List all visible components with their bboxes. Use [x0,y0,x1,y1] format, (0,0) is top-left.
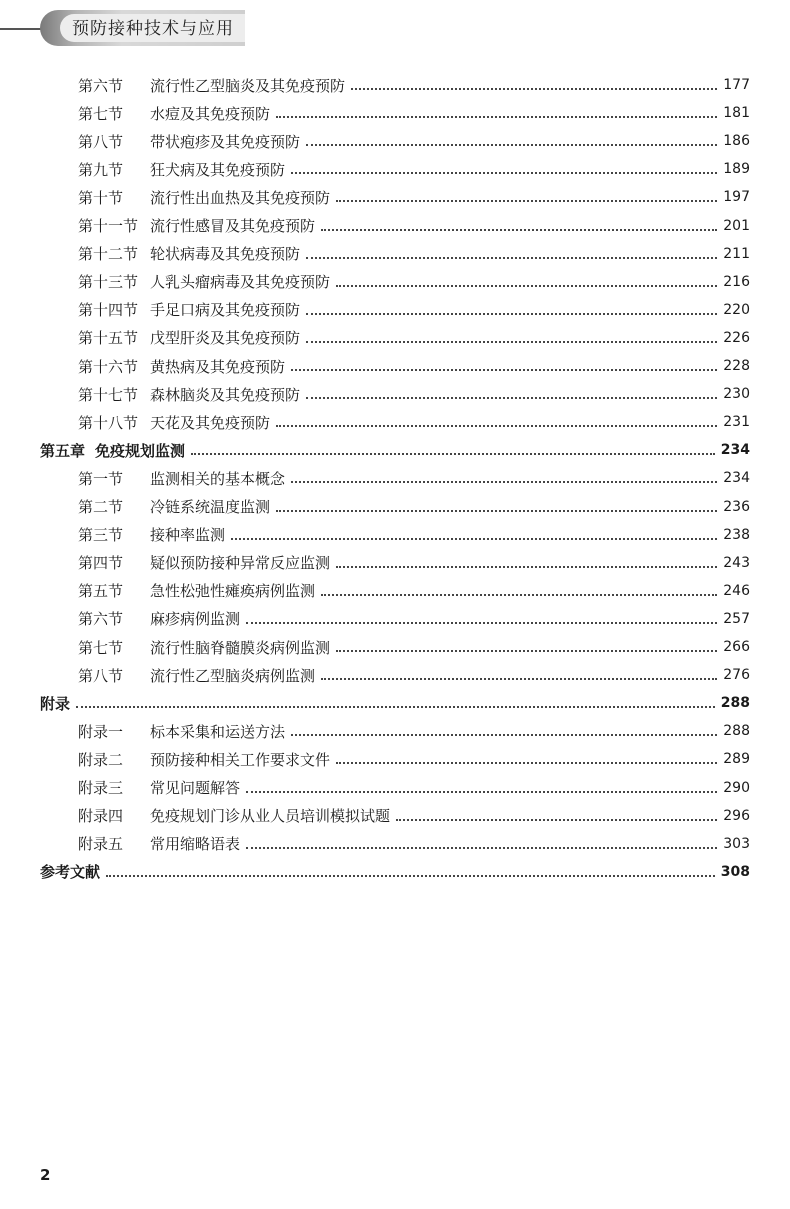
entry-page-number: 216 [723,273,750,290]
entry-title: 接种率监测 [150,526,226,545]
page-number: 2 [40,1166,51,1184]
entry-title: 人乳头瘤病毒及其免疫预防 [150,273,331,292]
entry-title: 流行性脑脊髓膜炎病例监测 [150,638,331,657]
entry-title: 带状疱疹及其免疫预防 [150,132,301,151]
dot-leader [306,341,717,343]
dot-leader [336,650,717,652]
toc-section-entry [78,155,750,183]
entry-title: 戊型肝炎及其免疫预防 [150,329,301,348]
entry-number: 第十四节 [78,301,139,320]
dot-leader [336,762,717,764]
dot-leader [106,875,715,877]
entry-number: 附录一 [78,722,124,741]
dot-leader [306,257,717,259]
dot-leader [246,847,717,849]
entry-page-number: 290 [723,779,750,796]
toc-section-entry [78,493,750,521]
entry-number: 附录二 [78,750,124,769]
entry-page-number: 186 [723,133,750,150]
entry-title: 标本采集和运送方法 [150,722,286,741]
entry-number: 第十六节 [78,357,139,376]
entry-page-number: 289 [723,751,750,768]
entry-number: 第十三节 [78,273,139,292]
entry-number: 第十一节 [78,217,139,235]
entry-page-number: 276 [723,667,750,684]
dot-leader [321,678,717,680]
entry-page-number: 266 [723,639,750,655]
entry-title: 常见问题解答 [150,779,241,797]
entry-title: 手足口病及其免疫预防 [150,301,301,320]
toc-section-entry [78,464,750,492]
entry-number: 第五节 [78,582,124,601]
entry-number: 附录四 [78,807,124,826]
toc-section-entry [78,408,750,436]
entry-number: 附录五 [78,835,124,854]
entry-page-number: 230 [723,386,750,403]
toc-section-entry [78,745,750,773]
entry-title: 预防接种相关工作要求文件 [150,750,331,769]
entry-number: 第一节 [78,469,124,488]
entry-title: 麻疹病例监测 [150,610,241,629]
entry-page-number: 211 [723,245,750,262]
toc-section-entry [78,380,750,408]
entry-number: 附录三 [78,779,124,797]
entry-title: 森林脑炎及其免疫预防 [150,385,301,404]
entry-page-number: 177 [723,77,750,93]
entry-number: 第五章 [40,441,86,460]
dot-leader [291,172,717,174]
toc-chapter-entry [40,689,750,717]
entry-page-number: 303 [723,835,750,852]
toc-section-entry [78,212,750,240]
dot-leader [291,734,717,736]
entry-page-number: 220 [723,301,750,318]
toc-section-entry [78,324,750,352]
entry-title: 流行性乙型脑炎及其免疫预防 [150,76,346,95]
dot-leader [306,313,717,315]
dot-leader [351,88,717,90]
entry-number: 第八节 [78,666,124,685]
dot-leader [76,706,715,708]
dot-leader [231,538,717,540]
toc-section-entry [78,661,750,689]
entry-page-number: 288 [720,695,750,712]
toc-section-entry [78,717,750,745]
toc-section-entry [78,352,750,380]
entry-title: 水痘及其免疫预防 [150,104,271,123]
entry-page-number: 231 [723,414,750,431]
entry-title: 黄热病及其免疫预防 [150,357,286,376]
toc-section-entry [78,633,750,661]
entry-number: 第十节 [78,188,124,207]
toc-section-entry [78,268,750,296]
entry-title: 常用缩略语表 [150,835,241,854]
entry-number: 第十二节 [78,245,139,264]
entry-page-number: 243 [723,554,750,571]
entry-title: 疑似预防接种异常反应监测 [150,554,331,573]
entry-number: 第九节 [78,160,124,179]
entry-title: 流行性乙型脑炎病例监测 [150,666,316,685]
entry-number: 第八节 [78,132,124,151]
entry-title: 轮状病毒及其免疫预防 [150,245,301,264]
dot-leader [291,481,717,483]
dot-leader [191,453,715,455]
entry-title: 狂犬病及其免疫预防 [150,160,286,179]
entry-number: 第三节 [78,526,124,545]
entry-number: 第十五节 [78,329,139,348]
entry-page-number: 234 [723,470,750,487]
dot-leader [291,369,717,371]
dot-leader [306,144,717,146]
dot-leader [246,622,717,624]
entry-page-number: 181 [723,105,750,122]
entry-number: 第六节 [78,610,124,629]
dot-leader [336,200,717,202]
toc-section-entry [78,802,750,830]
entry-number: 第十七节 [78,385,139,404]
entry-page-number: 288 [723,723,750,740]
toc-section-entry [78,830,750,858]
dot-leader [321,229,717,231]
dot-leader [336,566,717,568]
toc-chapter-entry [40,436,750,464]
entry-title: 冷链系统温度监测 [150,498,271,516]
toc-section-entry [78,577,750,605]
dot-leader [336,285,717,287]
entry-number: 第二节 [78,498,124,516]
entry-title: 附录 [40,694,71,713]
entry-title: 流行性感冒及其免疫预防 [150,217,316,235]
entry-page-number: 226 [723,329,750,346]
toc-section-entry [78,549,750,577]
entry-page-number: 236 [723,498,750,515]
entry-page-number: 308 [720,863,750,880]
entry-title: 监测相关的基本概念 [150,469,286,488]
dot-leader [276,425,717,427]
toc-section-entry [78,521,750,549]
entry-title: 天花及其免疫预防 [150,413,271,432]
entry-page-number: 234 [720,442,750,459]
dot-leader [396,819,717,821]
entry-page-number: 238 [723,526,750,543]
dot-leader [246,791,717,793]
toc-section-entry [78,71,750,99]
toc-chapter-entry [40,858,750,886]
dot-leader [276,116,717,118]
toc-section-entry [78,183,750,211]
entry-page-number: 197 [723,189,750,206]
entry-page-number: 257 [723,610,750,627]
entry-title: 免疫规划监测 [95,441,186,460]
entry-page-number: 296 [723,807,750,824]
header-rule [0,28,44,30]
entry-number: 第四节 [78,554,124,573]
entry-title: 流行性出血热及其免疫预防 [150,188,331,207]
entry-number: 第十八节 [78,413,139,432]
entry-page-number: 201 [723,217,750,234]
toc-section-entry [78,774,750,802]
book-title: 预防接种技术与应用 [72,19,234,39]
dot-leader [306,397,717,399]
dot-leader [276,510,717,512]
entry-page-number: 189 [723,161,750,178]
entry-number: 第七节 [78,104,124,123]
toc-section-entry [78,99,750,127]
entry-number: 第七节 [78,638,124,657]
running-header [0,0,790,48]
toc-section-entry [78,296,750,324]
entry-title: 免疫规划门诊从业人员培训模拟试题 [150,807,391,826]
entry-page-number: 246 [723,582,750,599]
toc-section-entry [78,240,750,268]
toc-section-entry [78,605,750,633]
entry-title: 参考文献 [40,863,101,882]
entry-title: 急性松弛性瘫痪病例监测 [150,582,316,601]
dot-leader [321,594,717,596]
entry-page-number: 228 [723,358,750,374]
toc-section-entry [78,127,750,155]
entry-number: 第六节 [78,76,124,95]
